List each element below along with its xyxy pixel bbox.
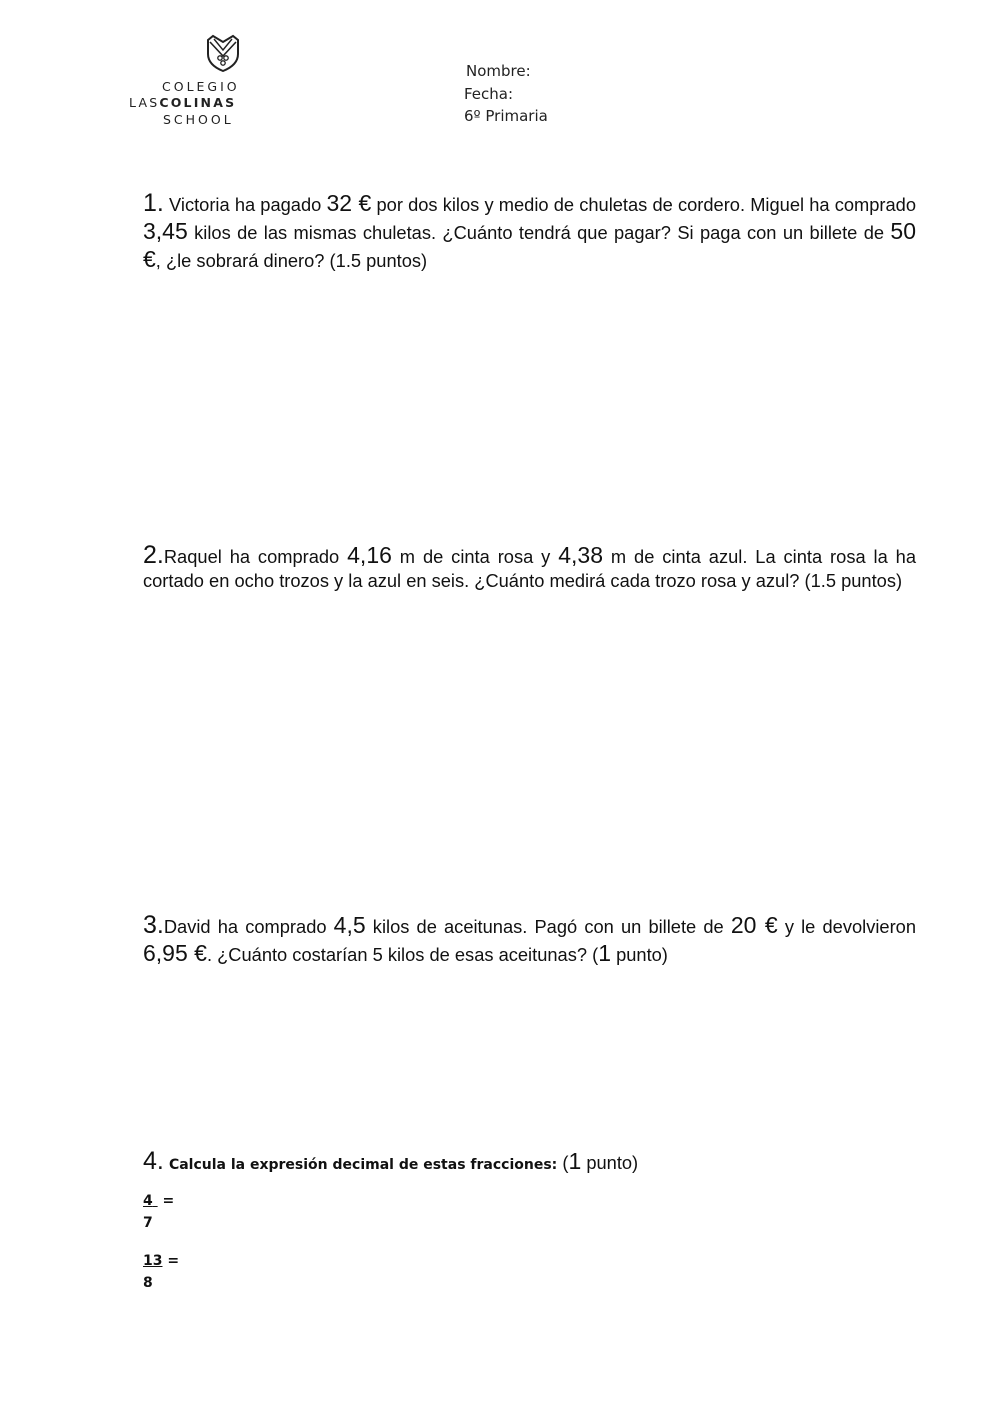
question-4: 4. Calcula la expresión decimal de estas fracciones: (1 punto) [143,1147,639,1175]
school-crest-icon [205,34,241,72]
name-field-label: Nombre: [466,62,531,80]
question-number: 4. [143,1147,164,1175]
fraction-item: 4 = 7 [143,1193,175,1231]
fraction-denominator: 7 [143,1215,153,1231]
question-number: 1. [143,189,164,217]
question-2: 2.Raquel ha comprado 4,16 m de cinta rosa y 4,38 m de cinta azul. La cinta rosa la ha cortado en ocho trozos y la azul en seis. ¿Cuánto medirá cada trozo rosa y azul? (1.5 puntos) [143,541,916,591]
fraction-numerator: 4 [143,1193,153,1209]
question-number: 3. [143,911,164,939]
question-number: 2. [143,541,164,569]
question-4-title: Calcula la expresión decimal de estas fracciones: [168,1157,558,1173]
date-field-label: Fecha: [464,85,514,103]
fraction-denominator: 8 [143,1275,153,1291]
logo-text-lascolinas: LASCOLINAS [129,95,237,110]
logo-text-school: SCHOOL [163,112,234,127]
fraction-numerator: 13 [143,1253,163,1269]
grade-label: 6º Primaria [464,107,548,125]
question-1: 1. Victoria ha pagado 32 € por dos kilos y medio de chuletas de cordero. Miguel ha comprado 3,45 kilos de las mismas chuletas. ¿Cuánto tendrá que pagar? Si paga con un billete de 50 €, ¿le sobrará dinero? (1.5 puntos) [143,189,917,272]
fraction-item: 13 = 8 [143,1253,180,1291]
school-logo [126,34,246,129]
question-3: 3.David ha comprado 4,5 kilos de aceitunas. Pagó con un billete de 20 € y le devolvieron 6,95 €. ¿Cuánto costarían 5 kilos de esas aceitunas? (1 punto) [143,911,916,966]
logo-text-colegio: COLEGIO [162,79,240,94]
